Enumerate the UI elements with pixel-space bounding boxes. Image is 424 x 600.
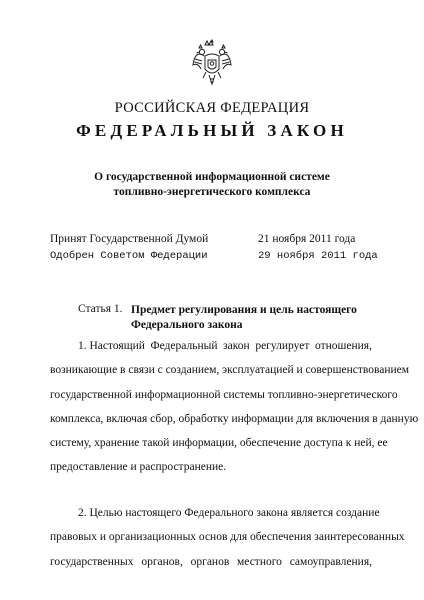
paragraph-line: комплекса, включая сбор, обработку информации для включения в данную (50, 412, 419, 425)
word: Федеральный (150, 340, 218, 352)
word: 1. Настоящий (78, 340, 145, 352)
law-title-line-1: О государственной информационной системе (94, 171, 330, 183)
double-headed-eagle-icon (191, 39, 233, 89)
duma-label: Принят Государственной Думой (50, 233, 209, 245)
council-date: 29 ноября 2011 года (258, 250, 378, 262)
country-name: РОССИЙСКАЯ ФЕДЕРАЦИЯ (114, 100, 310, 116)
word: органов, (141, 555, 183, 568)
council-label: Одобрен Советом Федерации (50, 250, 208, 262)
duma-date: 21 ноября 2011 года (258, 233, 356, 245)
word: закон (223, 340, 250, 352)
paragraph-line (50, 550, 372, 574)
paragraph-line: возникающие в связи с созданием, эксплуатацией и совершенствованием (50, 364, 410, 377)
word: отношения, (315, 340, 372, 352)
paragraph-line: предоставление и распространение. (50, 461, 227, 474)
paragraph-line (50, 334, 372, 358)
law-title (0, 170, 424, 200)
word: самоуправления, (289, 555, 372, 568)
article-title-line-1: Предмет регулирования и цель настоящего (131, 304, 357, 316)
word: регулирует (255, 340, 310, 352)
law-title-line-2: топливно-энергетического комплекса (113, 186, 311, 198)
article-title (131, 303, 371, 332)
paragraph-line: систему, хранение такой информации, обеспечение доступа к ней, ее (50, 437, 388, 450)
paragraph-line: правовых и организационных основ для обеспечения заинтересованных (50, 531, 405, 544)
word: местного (237, 555, 282, 568)
paragraph-line: государственной информационной системы топливно-энергетического (50, 388, 398, 401)
word: государственных (50, 555, 134, 568)
paragraph-1 (50, 334, 419, 480)
paragraph-2 (50, 501, 405, 574)
article-number: Статья 1. (78, 303, 123, 315)
word: органов (190, 555, 230, 568)
paragraph-line: 2. Целью настоящего Федерального закона является создание (78, 507, 380, 519)
article-title-line-2: Федерального закона (131, 318, 243, 331)
document-type: ФЕДЕРАЛЬНЫЙ ЗАКОН (76, 121, 348, 140)
